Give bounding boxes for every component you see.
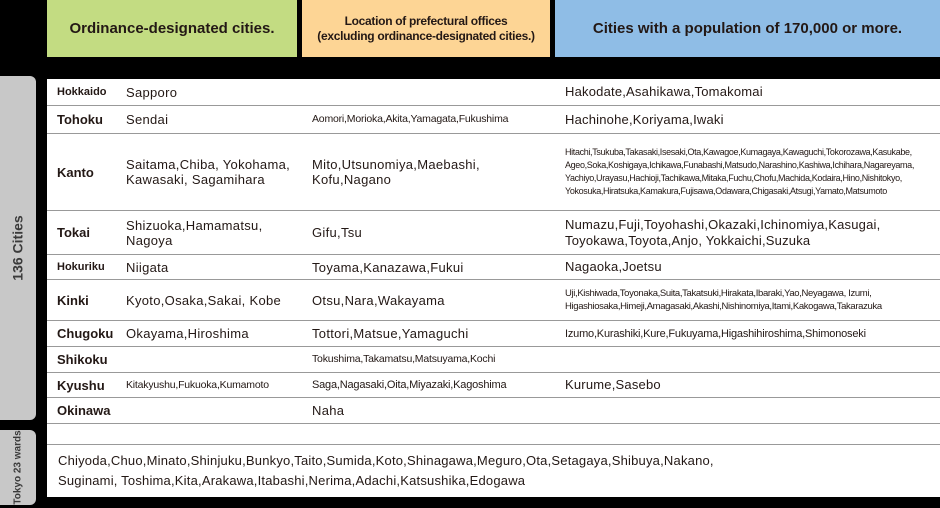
population-cities: Kurume,Sasebo (565, 377, 661, 392)
population-cities: Uji,Kishiwada,Toyonaka,Suita,Takatsuki,Hirakata,Ibaraki,Yao,Neyagawa, Izumi, Higashiosaka,Himeji,Amagasaki,Akashi,Nishinomiya,Itami,Kakogawa,Takarazuka (565, 288, 882, 312)
header-population-170000 (555, 0, 940, 57)
tokyo-wards-line2: Suginami, Toshima,Kita,Arakawa,Itabashi,Nerima,Adachi,Katsushika,Edogawa (58, 473, 526, 488)
region-label: Chugoku (57, 326, 114, 341)
ordinance-cities (126, 398, 306, 423)
table-row-hokuriku (47, 255, 940, 280)
prefectural-cities: Tottori,Matsue,Yamaguchi (312, 326, 469, 341)
prefectural-cities: Naha (312, 403, 345, 418)
header-prefectural-offices (302, 0, 550, 57)
population-cities (565, 347, 937, 372)
population-cities (565, 398, 937, 423)
side-tab-cities-label: 136 Cities (10, 215, 26, 281)
side-tab-wards-label: Tokyo 23 wards (12, 430, 24, 505)
region-label: Hokkaido (57, 86, 107, 98)
ordinance-cities: Sendai (126, 112, 169, 127)
region-label: Tohoku (57, 112, 103, 127)
header-prefectural-line1: Location of prefectural offices (344, 13, 508, 28)
table-row-kinki (47, 280, 940, 321)
tokyo-wards-list (58, 445, 918, 497)
side-tab-136-cities (0, 76, 36, 420)
region-label: Kinki (57, 292, 89, 308)
population-cities: Numazu,Fuji,Toyohashi,Okazaki,Ichinomiya,Kasugai, Toyokawa,Toyota,Anjo, Yokkaichi,Suzuka (565, 216, 881, 248)
header-ordinance-label: Ordinance-designated cities. (69, 20, 275, 37)
ordinance-cities: Kitakyushu,Fukuoka,Kumamoto (126, 378, 269, 391)
region-label: Okinawa (57, 403, 111, 418)
table-row-tokai (47, 211, 940, 255)
table-row-kanto (47, 134, 940, 211)
table-row-hokkaido (47, 79, 940, 106)
ordinance-cities (126, 347, 306, 372)
header-population-label: Cities with a population of 170,000 or more. (592, 20, 903, 37)
table-row-chugoku (47, 321, 940, 347)
prefectural-cities (312, 79, 562, 105)
ordinance-cities: Niigata (126, 259, 169, 275)
region-label: Shikoku (57, 352, 108, 367)
prefectural-cities: Gifu,Tsu (312, 225, 363, 240)
prefectural-cities: Mito,Utsunomiya,Maebashi, Kofu,Nagano (312, 157, 480, 187)
side-tab-tokyo-wards (0, 430, 36, 505)
header-prefectural-line2: (excluding ordinance-designated cities.) (317, 28, 535, 43)
ordinance-cities: Okayama,Hiroshima (126, 326, 249, 341)
table-row-okinawa (47, 398, 940, 424)
tokyo-wards-line1: Chiyoda,Chuo,Minato,Shinjuku,Bunkyo,Taito,Sumida,Koto,Shinagawa,Meguro,Ota,Setagaya,Shibuya,Nakano, (58, 453, 714, 468)
table-row-spacer (47, 424, 940, 445)
header-ordinance-designated (47, 0, 297, 57)
prefectural-cities: Aomori,Morioka,Akita,Yamagata,Fukushima (312, 113, 509, 125)
ordinance-cities: Kyoto,Osaka,Sakai, Kobe (126, 292, 282, 308)
population-cities: Hakodate,Asahikawa,Tomakomai (565, 84, 763, 99)
population-cities: Nagaoka,Joetsu (565, 259, 662, 274)
region-label: Kyushu (57, 377, 105, 393)
region-label: Kanto (57, 164, 94, 180)
population-cities: Hachinohe,Koriyama,Iwaki (565, 111, 724, 127)
table-row-shikoku (47, 347, 940, 373)
region-label: Hokuriku (57, 261, 105, 273)
ordinance-cities: Sapporo (126, 84, 178, 100)
table-row-tokyo-wards (47, 445, 940, 497)
cities-table (47, 79, 940, 497)
population-cities: Izumo,Kurashiki,Kure,Fukuyama,Higashihiroshima,Shimonoseki (565, 327, 866, 340)
population-cities: Hitachi,Tsukuba,Takasaki,Isesaki,Ota,Kawagoe,Kumagaya,Kawaguchi,Tokorozawa,Kasukabe, Ageo,Soka,Koshigaya,Ichikawa,Funabashi,Matsudo,Narashino,Kashiwa,Ichihara,Nagareyama, Yachiyo,Urayasu,Hachioji,Tachikawa,Mitaka,Fuchu,Chofu,Machida,Kodaira,Hino,Nishitokyo, Yokosuka,Hiratsuka,Kamakura,Fujisawa,Odawara,Chigasaki,Atsugi,Yamato,Matsumoto (565, 147, 914, 196)
prefectural-cities: Tokushima,Takamatsu,Matsuyama,Kochi (312, 353, 496, 365)
ordinance-cities: Saitama,Chiba, Yokohama, Kawasaki, Sagamihara (126, 157, 291, 187)
table-row-tohoku (47, 106, 940, 134)
table-row-kyushu (47, 373, 940, 398)
prefectural-cities: Saga,Nagasaki,Oita,Miyazaki,Kagoshima (312, 378, 507, 391)
prefectural-cities: Otsu,Nara,Wakayama (312, 292, 445, 308)
ordinance-cities: Shizuoka,Hamamatsu, Nagoya (126, 217, 263, 248)
region-label: Tokai (57, 225, 90, 240)
prefectural-cities: Toyama,Kanazawa,Fukui (312, 259, 464, 275)
